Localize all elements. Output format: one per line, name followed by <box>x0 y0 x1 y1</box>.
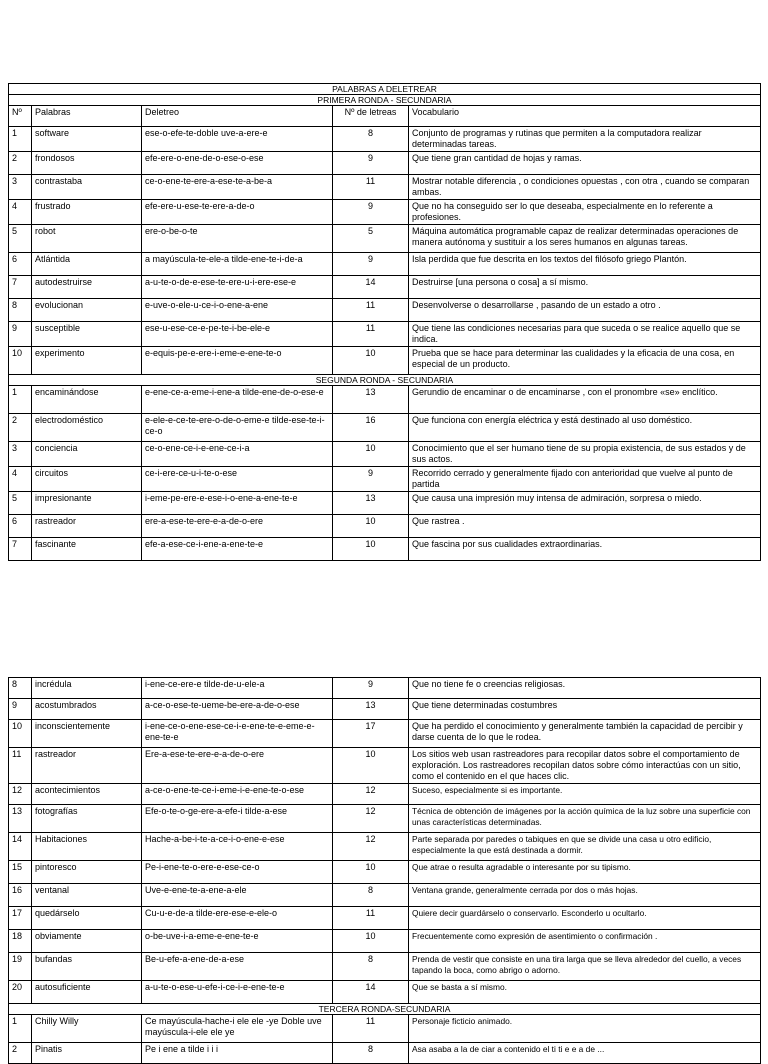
table-row <box>9 386 761 414</box>
spelling-cell: Pe-i-ene-te-o-ere-e-ese-ce-o <box>142 861 333 884</box>
row-number: 14 <box>9 833 32 861</box>
spelling-table-page-1 <box>8 83 761 561</box>
letter-count-cell: 16 <box>333 414 409 442</box>
table-row <box>9 276 761 299</box>
row-number: 1 <box>9 127 32 152</box>
row-number: 4 <box>9 467 32 492</box>
word-cell: ventanal <box>32 884 142 907</box>
word-cell: evolucionan <box>32 299 142 322</box>
vocabulary-cell: Mostrar notable diferencia , o condiciones opuestas , con otra , cuando se comparan ambas. <box>409 175 761 200</box>
table-title: PALABRAS A DELETREAR <box>9 84 761 95</box>
word-cell: acontecimientos <box>32 784 142 805</box>
letter-count-cell: 14 <box>333 981 409 1004</box>
letter-count-cell: 10 <box>333 347 409 375</box>
table-row-partial <box>9 1043 761 1064</box>
vocabulary-cell: Prenda de vestir que consiste en una tira larga que se lleva alrededor del cuello, a veces tapando la boca, como abrigo o adorno. <box>409 953 761 981</box>
letter-count-cell: 17 <box>333 720 409 748</box>
vocabulary-cell: Que tiene las condiciones necesarias para que suceda o se realice aquello que se indica. <box>409 322 761 347</box>
letter-count-cell: 10 <box>333 538 409 561</box>
table-row <box>9 907 761 930</box>
spelling-cell: e-ene-ce-a-eme-i-ene-a tilde-ene-de-o-ese-e <box>142 386 333 414</box>
spelling-cell: efe-ere-u-ese-te-ere-a-de-o <box>142 200 333 225</box>
row-number: 6 <box>9 515 32 538</box>
column-header-row <box>9 106 761 127</box>
table-row <box>9 322 761 347</box>
row-number: 6 <box>9 253 32 276</box>
letter-count-cell: 11 <box>333 175 409 200</box>
spelling-cell: ere-a-ese-te-ere-e-a-de-o-ere <box>142 515 333 538</box>
table-row <box>9 299 761 322</box>
spelling-cell: ere-o-be-o-te <box>142 225 333 253</box>
letter-count-cell: 10 <box>333 748 409 784</box>
word-cell: electrodoméstico <box>32 414 142 442</box>
table-row <box>9 720 761 748</box>
table-row <box>9 253 761 276</box>
section-header-tercera-ronda: TERCERA RONDA-SECUNDARIA <box>9 1004 761 1015</box>
header-letter-count: Nº de letreas <box>333 106 409 127</box>
vocabulary-cell: Que atrae o resulta agradable o interesante por su tipismo. <box>409 861 761 884</box>
letter-count-cell: 10 <box>333 930 409 953</box>
spelling-cell: a-ce-o-ese-te-ueme-be-ere-a-de-o-ese <box>142 699 333 720</box>
table-row <box>9 953 761 981</box>
header-number: Nº <box>9 106 32 127</box>
spelling-cell: e-uve-o-ele-u-ce-i-o-ene-a-ene <box>142 299 333 322</box>
table-row <box>9 225 761 253</box>
table-row <box>9 784 761 805</box>
vocabulary-cell: Parte separada por paredes o tabiques en que se divide una casa u otro edificio, especialmente la que está destinada a dormir. <box>409 833 761 861</box>
spelling-cell: a-u-te-o-ese-u-efe-i-ce-i-e-ene-te-e <box>142 981 333 1004</box>
letter-count-cell: 9 <box>333 467 409 492</box>
spelling-cell: i-eme-pe-ere-e-ese-i-o-ene-a-ene-te-e <box>142 492 333 515</box>
letter-count-cell: 8 <box>333 953 409 981</box>
spelling-cell: efe-ere-o-ene-de-o-ese-o-ese <box>142 152 333 175</box>
row-number: 2 <box>9 414 32 442</box>
letter-count-cell: 8 <box>333 884 409 907</box>
vocabulary-cell: Desenvolverse o desarrollarse , pasando de un estado a otro . <box>409 299 761 322</box>
spelling-cell: ce-o-ene-ce-i-e-ene-ce-i-a <box>142 442 333 467</box>
section-row <box>9 375 761 386</box>
word-cell: Pinatis <box>32 1043 142 1064</box>
table-row <box>9 152 761 175</box>
word-cell: rastreador <box>32 748 142 784</box>
word-cell: quedárselo <box>32 907 142 930</box>
table-row <box>9 442 761 467</box>
word-cell: frondosos <box>32 152 142 175</box>
word-cell: experimento <box>32 347 142 375</box>
vocabulary-cell: Que tiene gran cantidad de hojas y ramas. <box>409 152 761 175</box>
letter-count-cell: 12 <box>333 784 409 805</box>
table-row <box>9 884 761 907</box>
word-cell: Habitaciones <box>32 833 142 861</box>
letter-count-cell: 11 <box>333 322 409 347</box>
word-cell: fascinante <box>32 538 142 561</box>
letter-count-cell: 11 <box>333 907 409 930</box>
table-row <box>9 748 761 784</box>
row-number: 10 <box>9 347 32 375</box>
letter-count-cell: 13 <box>333 699 409 720</box>
vocabulary-cell: Ventana grande, generalmente cerrada por dos o más hojas. <box>409 884 761 907</box>
spelling-cell: ese-u-ese-ce-e-pe-te-i-be-ele-e <box>142 322 333 347</box>
word-cell: software <box>32 127 142 152</box>
row-number: 8 <box>9 678 32 699</box>
spelling-cell: efe-a-ese-ce-i-ene-a-ene-te-e <box>142 538 333 561</box>
spelling-cell: e-ele-e-ce-te-ere-o-de-o-eme-e tilde-ese-te-i-ce-o <box>142 414 333 442</box>
table-row <box>9 515 761 538</box>
vocabulary-cell: Que no ha conseguido ser lo que deseaba, especialmente en lo referente a profesiones. <box>409 200 761 225</box>
header-vocabulary: Vocabulario <box>409 106 761 127</box>
vocabulary-cell: Suceso, especialmente si es importante. <box>409 784 761 805</box>
table-row <box>9 930 761 953</box>
word-cell: fotografías <box>32 805 142 833</box>
word-cell: obviamente <box>32 930 142 953</box>
vocabulary-cell: Máquina automática programable capaz de realizar determinadas operaciones de manera autónoma y sustituir a los seres humanos en algunas tareas. <box>409 225 761 253</box>
word-cell: Atlántida <box>32 253 142 276</box>
letter-count-cell: 13 <box>333 492 409 515</box>
vocabulary-cell: Isla perdida que fue descrita en los textos del filósofo griego Plantón. <box>409 253 761 276</box>
word-cell: circuitos <box>32 467 142 492</box>
spelling-table-page-2 <box>8 677 761 1064</box>
vocabulary-cell: Que no tiene fe o creencias religiosas. <box>409 678 761 699</box>
vocabulary-cell: Los sitios web usan rastreadores para recopilar datos sobre el comportamiento de exploración. Los rastreadores recopilan datos sobre cómo interactúas con un sitio, como el contenido en el que haces clic. <box>409 748 761 784</box>
table-row <box>9 492 761 515</box>
row-number: 8 <box>9 299 32 322</box>
spelling-cell: Hache-a-be-i-te-a-ce-i-o-ene-e-ese <box>142 833 333 861</box>
spelling-cell: ce-i-ere-ce-u-i-te-o-ese <box>142 467 333 492</box>
letter-count-cell: 9 <box>333 253 409 276</box>
vocabulary-cell: Asa asaba a la de ciar a contenido el ti ti e e a de ... <box>409 1043 761 1064</box>
row-number: 2 <box>9 152 32 175</box>
spelling-cell: i-ene-ce-o-ene-ese-ce-i-e-ene-te-e-eme-e-ene-te-e <box>142 720 333 748</box>
spelling-cell: Ere-a-ese-te-ere-e-a-de-o-ere <box>142 748 333 784</box>
letter-count-cell: 9 <box>333 678 409 699</box>
table-row <box>9 1015 761 1043</box>
vocabulary-cell: Que ha perdido el conocimiento y generalmente también la capacidad de percibir y darse cuenta de lo que le rodea. <box>409 720 761 748</box>
spelling-cell: Be-u-efe-a-ene-de-a-ese <box>142 953 333 981</box>
letter-count-cell: 5 <box>333 225 409 253</box>
spelling-cell: Cu-u-e-de-a tilde-ere-ese-e-ele-o <box>142 907 333 930</box>
spelling-cell: Efe-o-te-o-ge-ere-a-efe-i tilde-a-ese <box>142 805 333 833</box>
word-cell: impresionante <box>32 492 142 515</box>
letter-count-cell: 10 <box>333 442 409 467</box>
word-cell: encaminándose <box>32 386 142 414</box>
row-number: 17 <box>9 907 32 930</box>
vocabulary-cell: Que tiene determinadas costumbres <box>409 699 761 720</box>
vocabulary-cell: Prueba que se hace para determinar las cualidades y la eficacia de una cosa, en especial de un producto. <box>409 347 761 375</box>
header-spelling: Deletreo <box>142 106 333 127</box>
table-row <box>9 200 761 225</box>
vocabulary-cell: Que rastrea . <box>409 515 761 538</box>
row-number: 3 <box>9 175 32 200</box>
word-cell: autodestruirse <box>32 276 142 299</box>
table-row <box>9 861 761 884</box>
row-number: 18 <box>9 930 32 953</box>
header-words: Palabras <box>32 106 142 127</box>
row-number: 11 <box>9 748 32 784</box>
spelling-cell: a-ce-o-ene-te-ce-i-eme-i-e-ene-te-o-ese <box>142 784 333 805</box>
word-cell: frustrado <box>32 200 142 225</box>
row-number: 13 <box>9 805 32 833</box>
vocabulary-cell: Que se basta a sí mismo. <box>409 981 761 1004</box>
vocabulary-cell: Quiere decir guardárselo o conservarlo. Esconderlo u ocultarlo. <box>409 907 761 930</box>
row-number: 5 <box>9 492 32 515</box>
table-row <box>9 678 761 699</box>
spelling-cell: Ce mayúscula-hache-i ele ele -ye Doble uve mayúscula-i-ele ele ye <box>142 1015 333 1043</box>
spelling-cell: a mayúscula-te-ele-a tilde-ene-te-i-de-a <box>142 253 333 276</box>
letter-count-cell: 10 <box>333 861 409 884</box>
row-number: 9 <box>9 699 32 720</box>
spelling-cell: Uve-e-ene-te-a-ene-a-ele <box>142 884 333 907</box>
row-number: 1 <box>9 386 32 414</box>
spelling-cell: ce-o-ene-te-ere-a-ese-te-a-be-a <box>142 175 333 200</box>
letter-count-cell: 11 <box>333 1015 409 1043</box>
word-cell: bufandas <box>32 953 142 981</box>
row-number: 3 <box>9 442 32 467</box>
vocabulary-cell: Que fascina por sus cualidades extraordinarias. <box>409 538 761 561</box>
letter-count-cell: 9 <box>333 200 409 225</box>
vocabulary-cell: Personaje ficticio animado. <box>409 1015 761 1043</box>
vocabulary-cell: Gerundio de encaminar o de encaminarse , con el pronombre «se» enclítico. <box>409 386 761 414</box>
table-row <box>9 127 761 152</box>
word-cell: incrédula <box>32 678 142 699</box>
vocabulary-cell: Recorrido cerrado y generalmente fijado con anterioridad que vuelve al punto de partida <box>409 467 761 492</box>
row-number: 12 <box>9 784 32 805</box>
spelling-cell: i-ene-ce-ere-e tilde-de-u-ele-a <box>142 678 333 699</box>
vocabulary-cell: Conocimiento que el ser humano tiene de su propia existencia, de sus estados y de sus actos. <box>409 442 761 467</box>
table-row <box>9 538 761 561</box>
table-row <box>9 805 761 833</box>
spelling-cell: ese-o-efe-te-doble uve-a-ere-e <box>142 127 333 152</box>
word-cell: rastreador <box>32 515 142 538</box>
word-cell: contrastaba <box>32 175 142 200</box>
table-row <box>9 347 761 375</box>
word-cell: inconscientemente <box>32 720 142 748</box>
row-number: 15 <box>9 861 32 884</box>
letter-count-cell: 9 <box>333 152 409 175</box>
letter-count-cell: 10 <box>333 515 409 538</box>
word-cell: pintoresco <box>32 861 142 884</box>
row-number: 7 <box>9 538 32 561</box>
row-number: 9 <box>9 322 32 347</box>
table-row <box>9 699 761 720</box>
word-cell: susceptible <box>32 322 142 347</box>
table-row <box>9 175 761 200</box>
row-number: 5 <box>9 225 32 253</box>
letter-count-cell: 11 <box>333 299 409 322</box>
word-cell: autosuficiente <box>32 981 142 1004</box>
vocabulary-cell: Técnica de obtención de imágenes por la acción química de la luz sobre una superficie con unas características determinadas. <box>409 805 761 833</box>
row-number: 20 <box>9 981 32 1004</box>
row-number: 4 <box>9 200 32 225</box>
row-number: 7 <box>9 276 32 299</box>
vocabulary-cell: Conjunto de programas y rutinas que permiten a la computadora realizar determinadas tareas. <box>409 127 761 152</box>
row-number: 2 <box>9 1043 32 1064</box>
table-row <box>9 833 761 861</box>
word-cell: acostumbrados <box>32 699 142 720</box>
spelling-cell: e-equis-pe-e-ere-i-eme-e-ene-te-o <box>142 347 333 375</box>
vocabulary-cell: Frecuentemente como expresión de asentimiento o confirmación . <box>409 930 761 953</box>
section-header-segunda-ronda: SEGUNDA RONDA - SECUNDARIA <box>9 375 761 386</box>
table-row <box>9 414 761 442</box>
section-header-primera-ronda: PRIMERA RONDA - SECUNDARIA <box>9 95 761 106</box>
letter-count-cell: 14 <box>333 276 409 299</box>
letter-count-cell: 12 <box>333 833 409 861</box>
vocabulary-cell: Destruirse [una persona o cosa] a sí mismo. <box>409 276 761 299</box>
letter-count-cell: 8 <box>333 127 409 152</box>
word-cell: conciencia <box>32 442 142 467</box>
letter-count-cell: 8 <box>333 1043 409 1064</box>
row-number: 10 <box>9 720 32 748</box>
vocabulary-cell: Que funciona con energía eléctrica y está destinado al uso doméstico. <box>409 414 761 442</box>
spelling-cell: Pe i ene a tilde i i i <box>142 1043 333 1064</box>
spelling-cell: a-u-te-o-de-e-ese-te-ere-u-i-ere-ese-e <box>142 276 333 299</box>
table-row <box>9 981 761 1004</box>
row-number: 1 <box>9 1015 32 1043</box>
word-cell: Chilly Willy <box>32 1015 142 1043</box>
letter-count-cell: 13 <box>333 386 409 414</box>
row-number: 16 <box>9 884 32 907</box>
letter-count-cell: 12 <box>333 805 409 833</box>
vocabulary-cell: Que causa una impresión muy intensa de admiración, sorpresa o miedo. <box>409 492 761 515</box>
section-row <box>9 1004 761 1015</box>
word-cell: robot <box>32 225 142 253</box>
spelling-cell: o-be-uve-i-a-eme-e-ene-te-e <box>142 930 333 953</box>
row-number: 19 <box>9 953 32 981</box>
table-row <box>9 467 761 492</box>
